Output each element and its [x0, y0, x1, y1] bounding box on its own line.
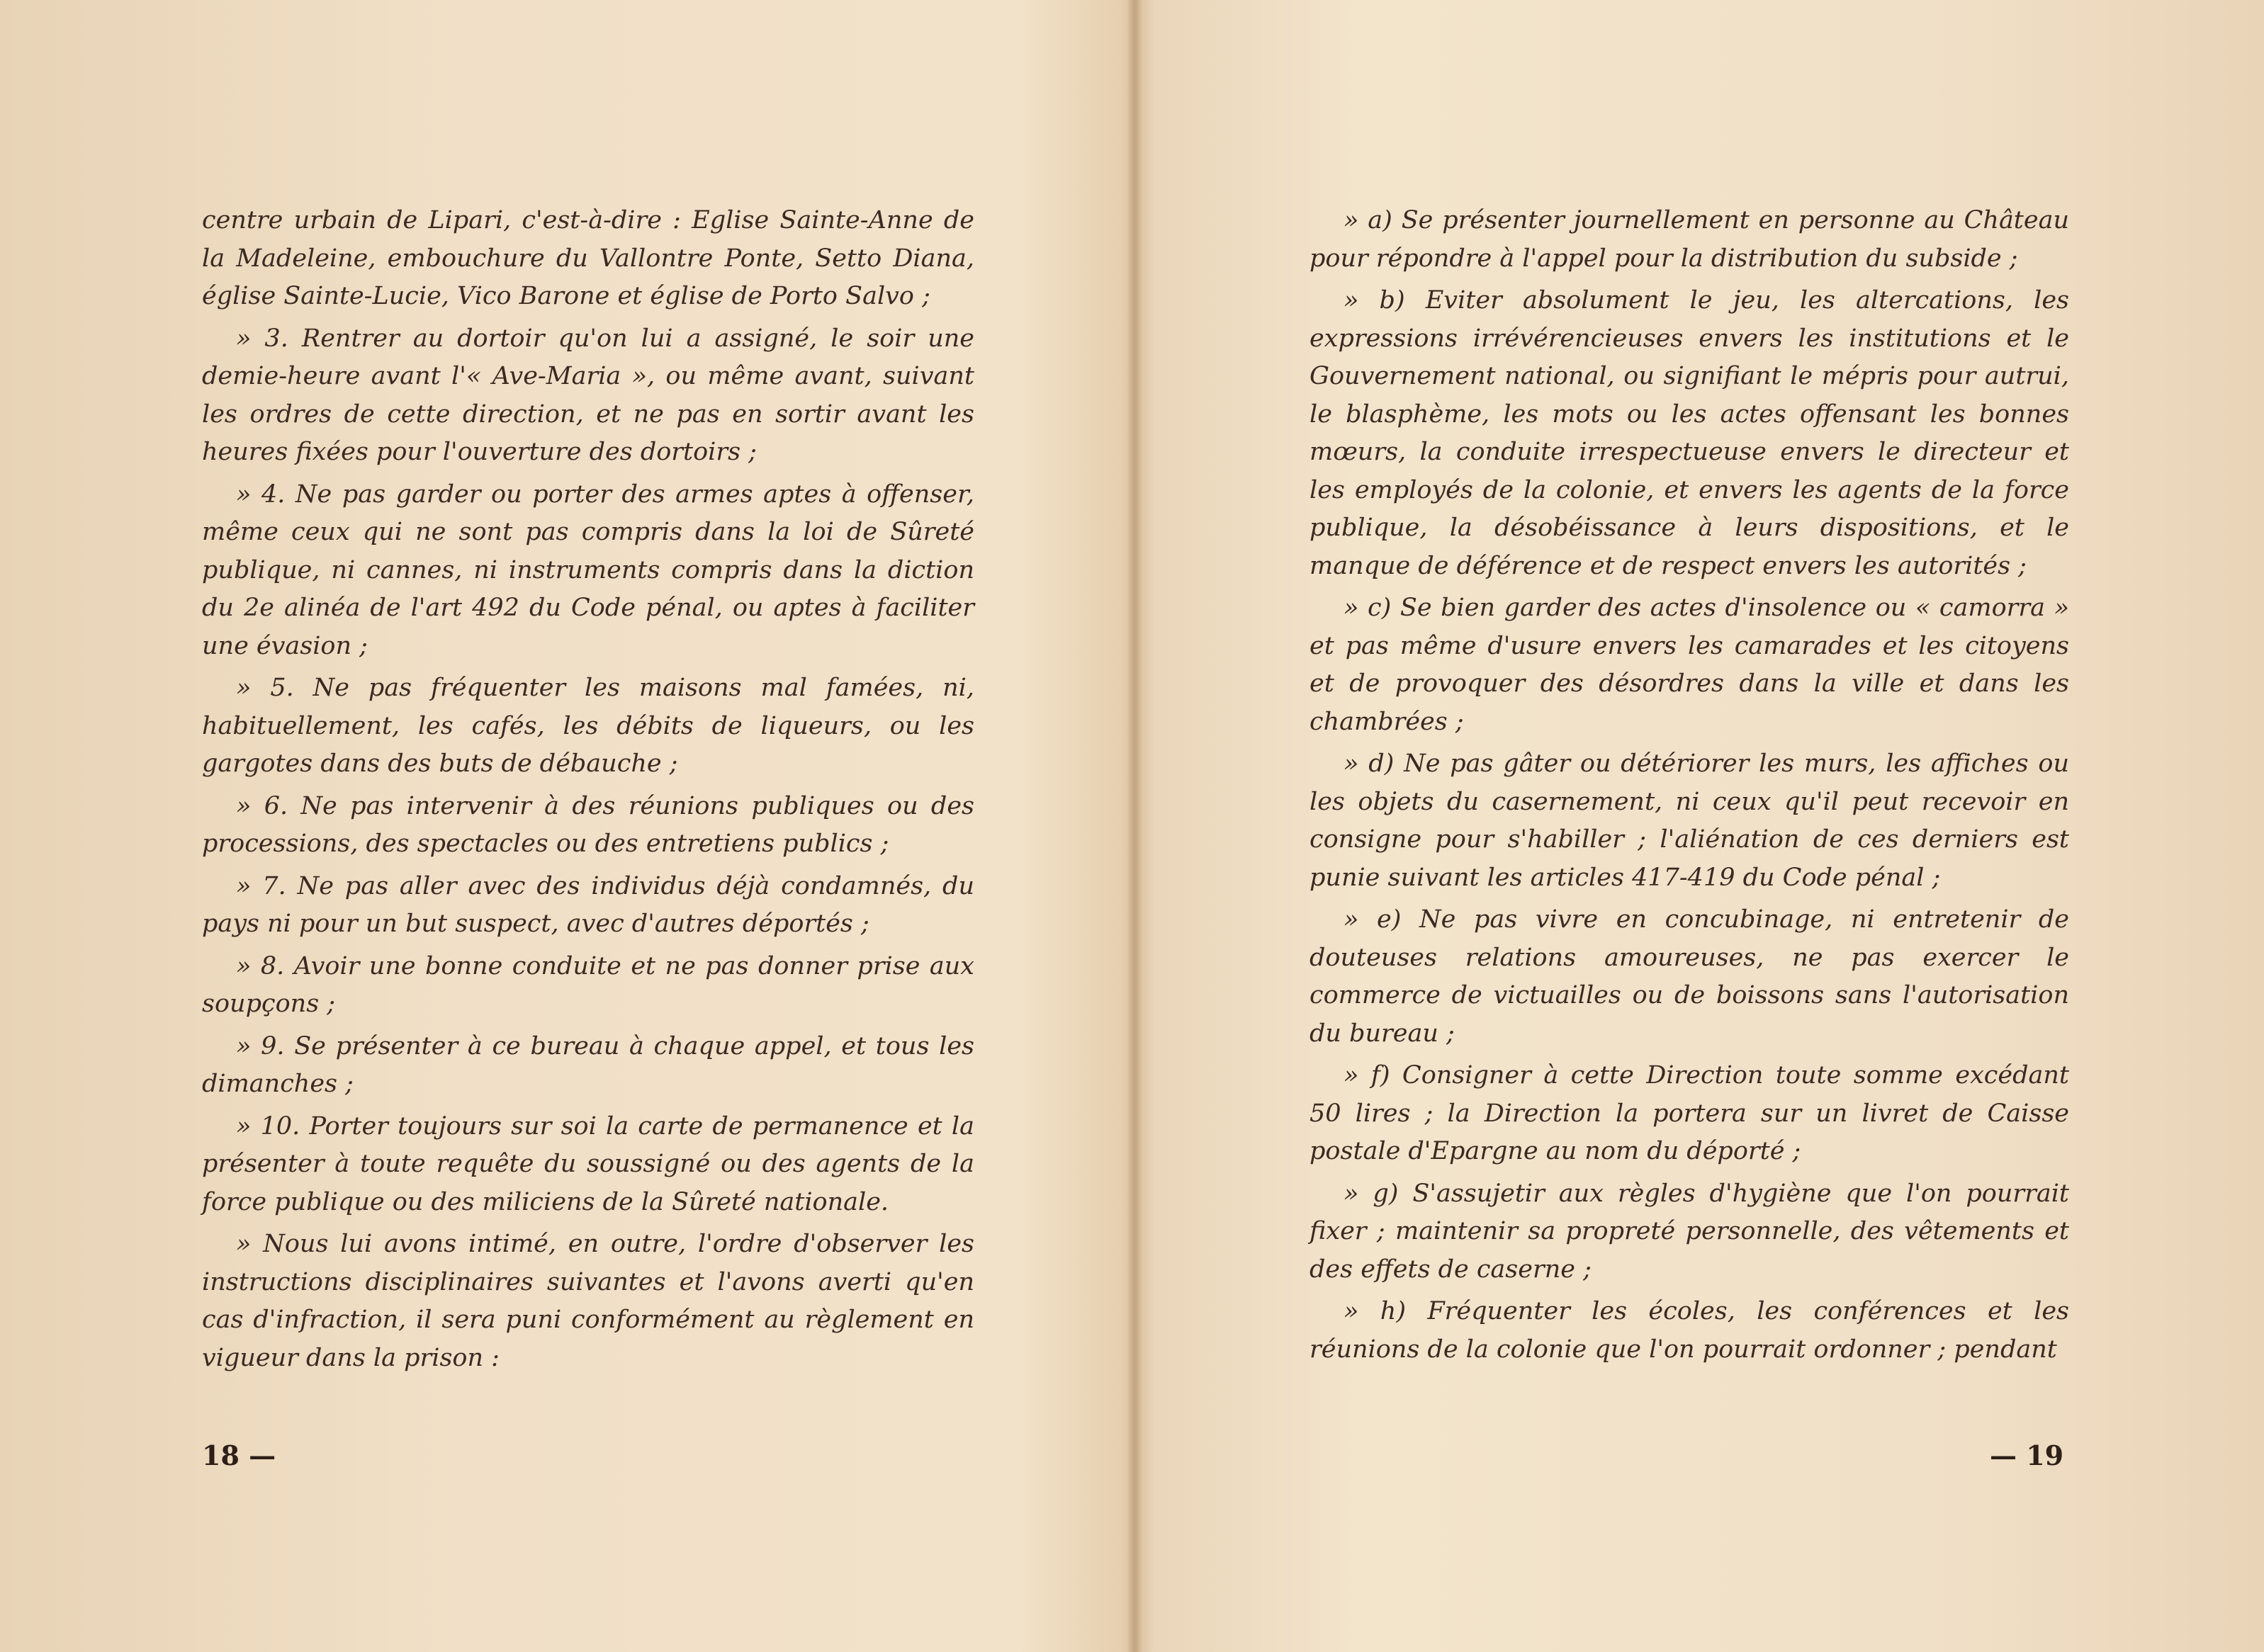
paragraph: » e) Ne pas vivre en concubinage, ni entretenir de douteuses relations amoureuses, ne pas exercer le commerce de victuailles ou de boissons sans l'autorisation du bureau ; — [1310, 905, 2069, 1048]
paragraph: centre urbain de Lipari, c'est-à-dire : Eglise Sainte-Anne de la Madeleine, embouchure du Vallontre Ponte, Setto Diana, église Sainte-Lucie, Vico Barone et église de Porto Salvo ; — [202, 206, 974, 310]
left-page-text — [202, 202, 974, 1381]
right-page-text — [1310, 202, 2069, 1373]
page-number: — 19 — [1990, 1439, 2064, 1471]
paragraph: » 7. Ne pas aller avec des individus déjà condamnés, du pays ni pour un but suspect, avec d'autres déportés ; — [202, 871, 974, 938]
right-page — [1134, 0, 2264, 1652]
paragraph: » 4. Ne pas garder ou porter des armes aptes à offenser, même ceux qui ne sont pas compris dans la loi de Sûreté publique, ni cannes, ni instruments compris dans la diction du 2e alinéa de l'art 492 du Code pénal, ou aptes à faciliter une évasion ; — [202, 480, 974, 660]
paragraph: » 8. Avoir une bonne conduite et ne pas donner prise aux soupçons ; — [202, 951, 974, 1018]
paragraph: » 6. Ne pas intervenir à des réunions publiques ou des processions, des spectacles ou des entretiens publics ; — [202, 791, 974, 858]
paragraph: » b) Eviter absolument le jeu, les altercations, les expressions irrévérencieuses envers les institutions et le Gouvernement national, ou signifiant le mépris pour autrui, le blasphème, les mots ou les actes offensant les bonnes mœurs, la conduite irrespectueuse envers le directeur et les employés de la colonie, et envers les agents de la force publique, la désobéissance à leurs dispositions, et le manque de déférence et de respect envers les autorités ; — [1310, 286, 2069, 580]
paragraph: » 5. Ne pas fréquenter les maisons mal famées, ni, habituellement, les cafés, les débits de liqueurs, ou les gargotes dans des buts de débauche ; — [202, 674, 974, 778]
paragraph: » 10. Porter toujours sur soi la carte de permanence et la présenter à toute requête du soussigné ou des agents de la force publique ou des miliciens de la Sûreté nationale. — [202, 1111, 974, 1216]
paragraph: » a) Se présenter journellement en personne au Château pour répondre à l'appel pour la distribution du subside ; — [1310, 206, 2069, 273]
paragraph: » c) Se bien garder des actes d'insolence ou « camorra » et pas même d'usure envers les camarades et les citoyens et de provoquer des désordres dans la ville et dans les chambrées ; — [1310, 594, 2069, 736]
left-page — [0, 0, 1130, 1652]
paragraph: » g) S'assujetir aux règles d'hygiène que l'on pourrait fixer ; maintenir sa propreté personnelle, des vêtements et des effets de caserne ; — [1310, 1179, 2069, 1284]
paragraph: » Nous lui avons intimé, en outre, l'ordre d'observer les instructions disciplinaires suivantes et l'avons averti qu'en cas d'infraction, il sera puni conformément au règlement en vigueur dans la prison : — [202, 1230, 974, 1372]
paragraph: » d) Ne pas gâter ou détériorer les murs, les affiches ou les objets du casernement, ni ceux qu'il peut recevoir en consigne pour s'habiller ; l'aliénation de ces derniers est punie suivant les articles 417-419 du Code pénal ; — [1310, 749, 2069, 892]
paragraph: » 9. Se présenter à ce bureau à chaque appel, et tous les dimanches ; — [202, 1031, 974, 1098]
paragraph: » f) Consigner à cette Direction toute somme excédant 50 lires ; la Direction la portera sur un livret de Caisse postale d'Epargne au nom du déporté ; — [1310, 1061, 2069, 1165]
page-number: 18 — — [202, 1439, 276, 1471]
paragraph: » 3. Rentrer au dortoir qu'on lui a assigné, le soir une demie-heure avant l'« Ave-Maria », ou même avant, suivant les ordres de cette direction, et ne pas en sortir avant les heures fixées pour l'ouverture des dortoirs ; — [202, 324, 974, 466]
paragraph: » h) Fréquenter les écoles, les conférences et les réunions de la colonie que l'on pourrait ordonner ; pendant — [1310, 1297, 2069, 1364]
